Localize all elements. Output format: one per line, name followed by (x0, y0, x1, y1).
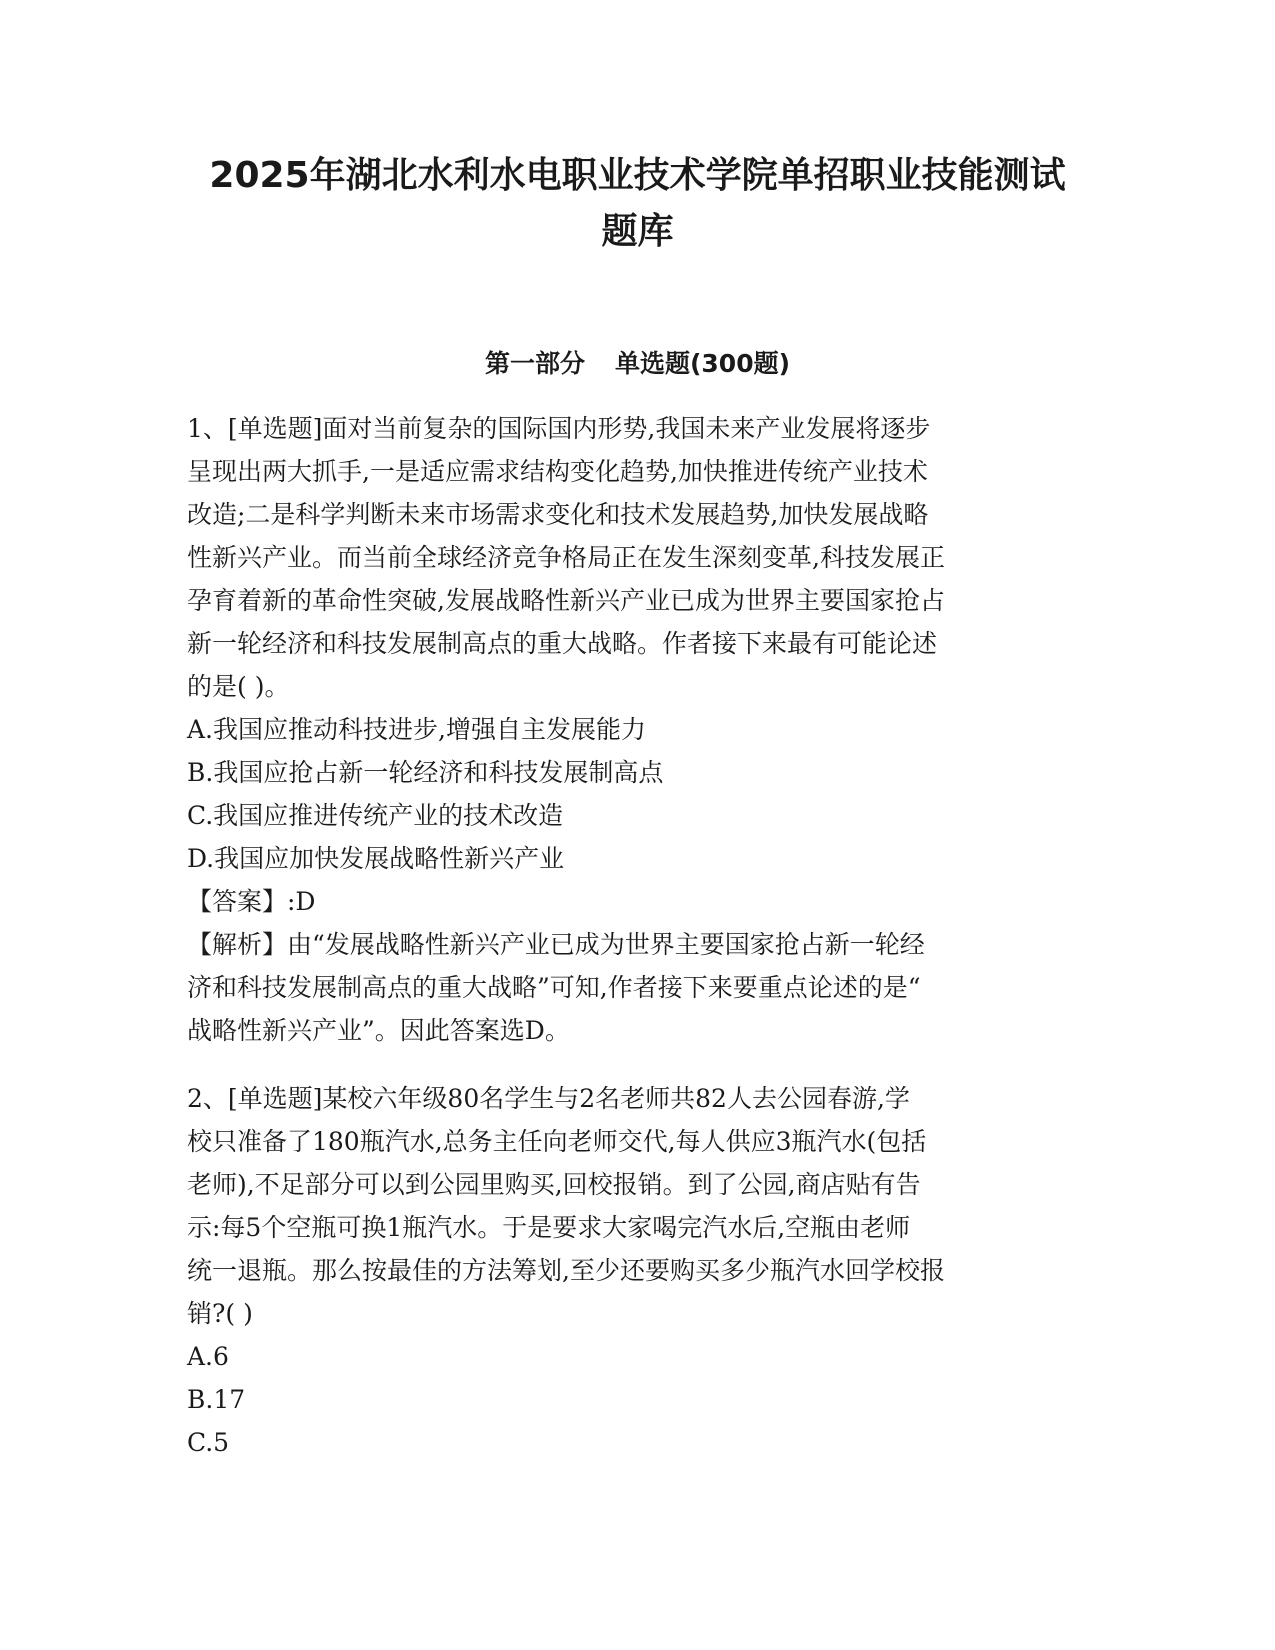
option-c: C.我国应推进传统产业的技术改造 (187, 801, 564, 830)
question-stem-line: 示:每5个空瓶可换1瓶汽水。于是要求大家喝完汽水后,空瓶由老师 (187, 1213, 911, 1242)
question-stem-line: 的是( )。 (187, 672, 290, 701)
document-title (0, 148, 1275, 260)
question-stem-line: 改造;二是科学判断未来市场需求变化和技术发展趋势,加快发展战略 (187, 500, 929, 529)
question-2 (187, 1077, 1087, 1464)
question-1 (187, 407, 1087, 1052)
title-line-2: 题库 (601, 211, 674, 252)
option-a: A.我国应推动科技进步,增强自主发展能力 (187, 715, 646, 744)
question-stem-line: 校只准备了180瓶汽水,总务主任向老师交代,每人供应3瓶汽水(包括 (187, 1127, 927, 1156)
question-stem-line: 性新兴产业。而当前全球经济竞争格局正在发生深刻变革,科技发展正 (187, 543, 945, 572)
answer-line: 【答案】:D (187, 887, 316, 916)
question-stem-line: 老师),不足部分可以到公园里购买,回校报销。到了公园,商店贴有告 (187, 1170, 921, 1199)
section-part-label: 第一部分 (484, 349, 585, 378)
title-line-1: 2025年湖北水利水电职业技术学院单招职业技能测试 (209, 155, 1066, 196)
option-b: B.我国应抢占新一轮经济和科技发展制高点 (187, 758, 664, 787)
option-b: B.17 (187, 1385, 246, 1414)
option-a: A.6 (187, 1342, 229, 1371)
section-type-label: 单选题(300题) (614, 349, 791, 378)
analysis-line: 济和科技发展制高点的重大战略”可知,作者接下来要重点论述的是“ (187, 973, 921, 1002)
question-stem-line: 1、[单选题]面对当前复杂的国际国内形势,我国未来产业发展将逐步 (187, 414, 931, 443)
question-stem-line: 呈现出两大抓手,一是适应需求结构变化趋势,加快推进传统产业技术 (187, 457, 928, 486)
question-stem-line: 销?( ) (187, 1299, 253, 1328)
question-stem-line: 统一退瓶。那么按最佳的方法筹划,至少还要购买多少瓶汽水回学校报 (187, 1256, 945, 1285)
analysis-line: 战略性新兴产业”。因此答案选D。 (187, 1016, 570, 1045)
section-heading (0, 344, 1275, 384)
option-d: D.我国应加快发展战略性新兴产业 (187, 844, 565, 873)
question-stem-line: 孕育着新的革命性突破,发展战略性新兴产业已成为世界主要国家抢占 (187, 586, 945, 615)
option-c: C.5 (187, 1428, 230, 1457)
analysis-line: 【解析】由“发展战略性新兴产业已成为世界主要国家抢占新一轮经 (187, 930, 925, 959)
question-stem-line: 新一轮经济和科技发展制高点的重大战略。作者接下来最有可能论述 (187, 629, 938, 658)
question-stem-line: 2、[单选题]某校六年级80名学生与2名老师共82人去公园春游,学 (187, 1084, 910, 1113)
